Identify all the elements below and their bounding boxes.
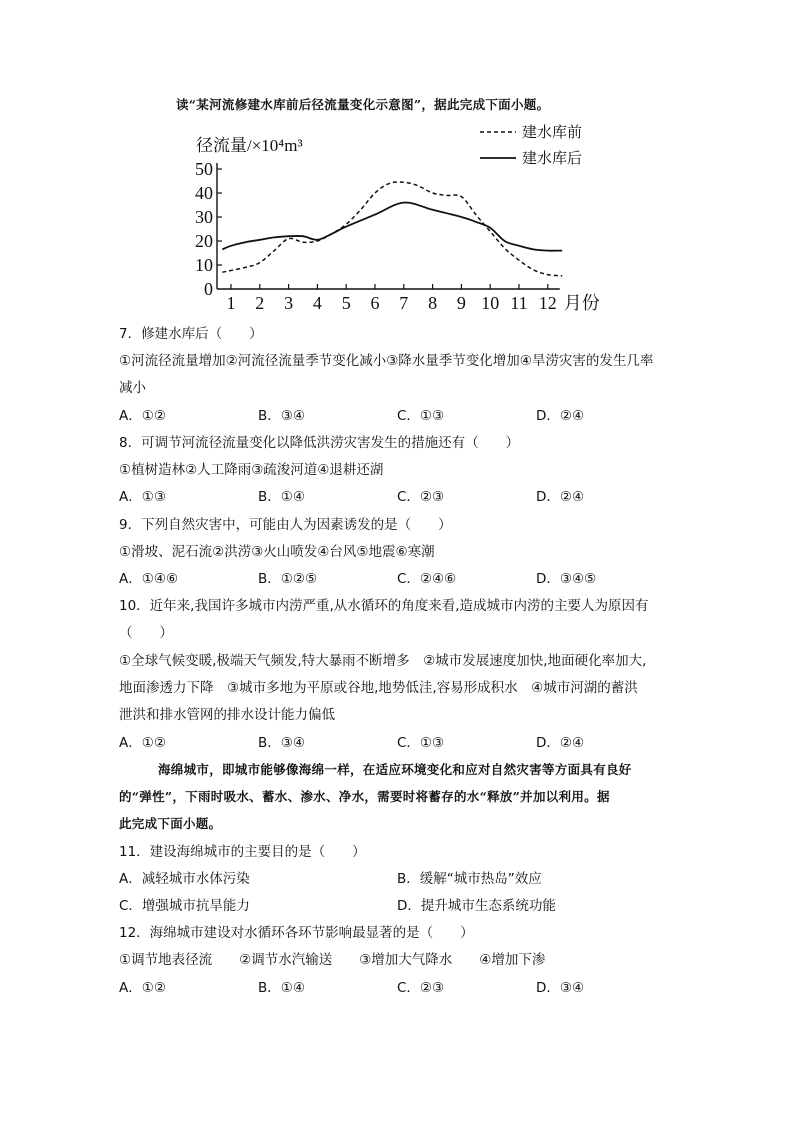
legend-label-before: 建水库前 — [522, 125, 583, 141]
x-tick-label: 10 — [481, 293, 500, 313]
q11-option-d[interactable]: D．提升城市生态系统功能 — [397, 898, 556, 914]
q9-option-a[interactable]: A．①④⑥ — [119, 571, 179, 587]
x-tick-label: 8 — [428, 293, 438, 313]
x-tick-label: 4 — [312, 293, 322, 313]
q8-choices-line1: ①植树造林②人工降雨③疏浚河道④退耕还湖 — [119, 462, 384, 478]
q8-option-a[interactable]: A．①③ — [119, 489, 166, 505]
intro2-line3: 此完成下面小题。 — [119, 816, 222, 831]
q8-option-b[interactable]: B．①④ — [258, 489, 305, 505]
x-tick-label: 9 — [456, 293, 466, 313]
y-tick-label: 20 — [195, 231, 213, 251]
x-tick-label: 12 — [538, 293, 557, 313]
q12-option-c[interactable]: C．②③ — [397, 980, 445, 996]
q7-option-a[interactable]: A．①② — [119, 408, 166, 424]
q9-choices-line1: ①滑坡、泥石流②洪涝③火山喷发④台风⑤地震⑥寒潮 — [119, 544, 435, 560]
q9-stem: 9．下列自然灾害中，可能由人为因素诱发的是（ ） — [119, 517, 452, 533]
q12-option-a[interactable]: A．①② — [119, 980, 166, 996]
q7-option-c[interactable]: C．①③ — [397, 408, 445, 424]
q12-option-d[interactable]: D．③④ — [536, 980, 585, 996]
q11-option-b[interactable]: B．缓解“城市热岛”效应 — [397, 871, 542, 887]
q10-option-c[interactable]: C．①③ — [397, 735, 445, 751]
y-tick-label: 0 — [204, 279, 213, 299]
q10-choices-line1: ①全球气候变暖,极端天气频发,特大暴雨不断增多 ②城市发展速度加快,地面硬化率加大, — [119, 653, 647, 669]
q8-option-d[interactable]: D．②④ — [536, 489, 585, 505]
q9-option-d[interactable]: D．③④⑤ — [536, 571, 597, 587]
y-tick-label: 10 — [195, 255, 213, 275]
intro-text: 读“某河流修建水库前后径流量变化示意图”，据此完成下面小题。 — [176, 97, 550, 112]
q7-choices-line2: 减小 — [119, 380, 146, 396]
q10-option-a[interactable]: A．①② — [119, 735, 166, 751]
x-tick-label: 6 — [370, 293, 380, 313]
y-tick-label: 40 — [195, 183, 213, 203]
q9-option-b[interactable]: B．①②⑤ — [258, 571, 318, 587]
runoff-chart — [190, 118, 620, 318]
x-tick-label: 1 — [226, 293, 236, 313]
q7-choices-line1: ①河流径流量增加②河流径流量季节变化减小③降水量季节变化增加④旱涝灾害的发生几率 — [119, 353, 654, 369]
q7-option-b[interactable]: B．③④ — [258, 408, 305, 424]
q10-option-b[interactable]: B．③④ — [258, 735, 305, 751]
x-tick-label: 5 — [341, 293, 351, 313]
q7-stem: 7．修建水库后（ ） — [119, 326, 263, 342]
x-tick-label: 7 — [399, 293, 409, 313]
q10-choices-line3: 泄洪和排水管网的排水设计能力偏低 — [119, 707, 335, 723]
q11-option-c[interactable]: C．增强城市抗旱能力 — [119, 898, 250, 914]
x-tick-label: 3 — [284, 293, 294, 313]
q12-stem: 12．海绵城市建设对水循环各环节影响最显著的是（ ） — [119, 925, 474, 941]
q9-option-c[interactable]: C．②④⑥ — [397, 571, 457, 587]
intro2-line2: 的“弹性”，下雨时吸水、蓄水、渗水、净水，需要时将蓄存的水“释放”并加以利用。据 — [119, 789, 610, 804]
q12-choices-line1: ①调节地表径流 ②调节水汽输送 ③增加大气降水 ④增加下渗 — [119, 952, 546, 968]
legend-label-after: 建水库后 — [522, 151, 583, 167]
q12-option-b[interactable]: B．①④ — [258, 980, 305, 996]
y-tick-label: 50 — [195, 159, 213, 179]
y-tick-label: 30 — [195, 207, 213, 227]
x-axis-title: 月份 — [563, 293, 600, 313]
chart-legend — [480, 124, 582, 167]
intro2-line1: 海绵城市，即城市能够像海绵一样，在适应环境变化和应对自然灾害等方面具有良好 — [158, 762, 632, 777]
q10-choices-line2: 地面渗透力下降 ③城市多地为平原或谷地,地势低洼,容易形成积水 ④城市河湖的蓄洪 — [119, 680, 638, 696]
q10-option-d[interactable]: D．②④ — [536, 735, 585, 751]
series-after-line — [222, 203, 562, 251]
q8-option-c[interactable]: C．②③ — [397, 489, 445, 505]
x-tick-label: 2 — [255, 293, 265, 313]
series-before-line — [222, 182, 562, 276]
q11-option-a[interactable]: A．减轻城市水体污染 — [119, 871, 250, 887]
y-axis-title: 径流量/×10⁴m³ — [196, 136, 303, 155]
q7-option-d[interactable]: D．②④ — [536, 408, 585, 424]
q10-stem: 10．近年来,我国许多城市内涝严重,从水循环的角度来看,造成城市内涝的主要人为原因有 — [119, 598, 649, 614]
q8-stem: 8．可调节河流径流量变化以降低洪涝灾害发生的措施还有（ ） — [119, 435, 520, 451]
q11-stem: 11．建设海绵城市的主要目的是（ ） — [119, 844, 366, 860]
q10-stem-paren: （ ） — [119, 625, 173, 641]
x-tick-label: 11 — [510, 293, 528, 313]
